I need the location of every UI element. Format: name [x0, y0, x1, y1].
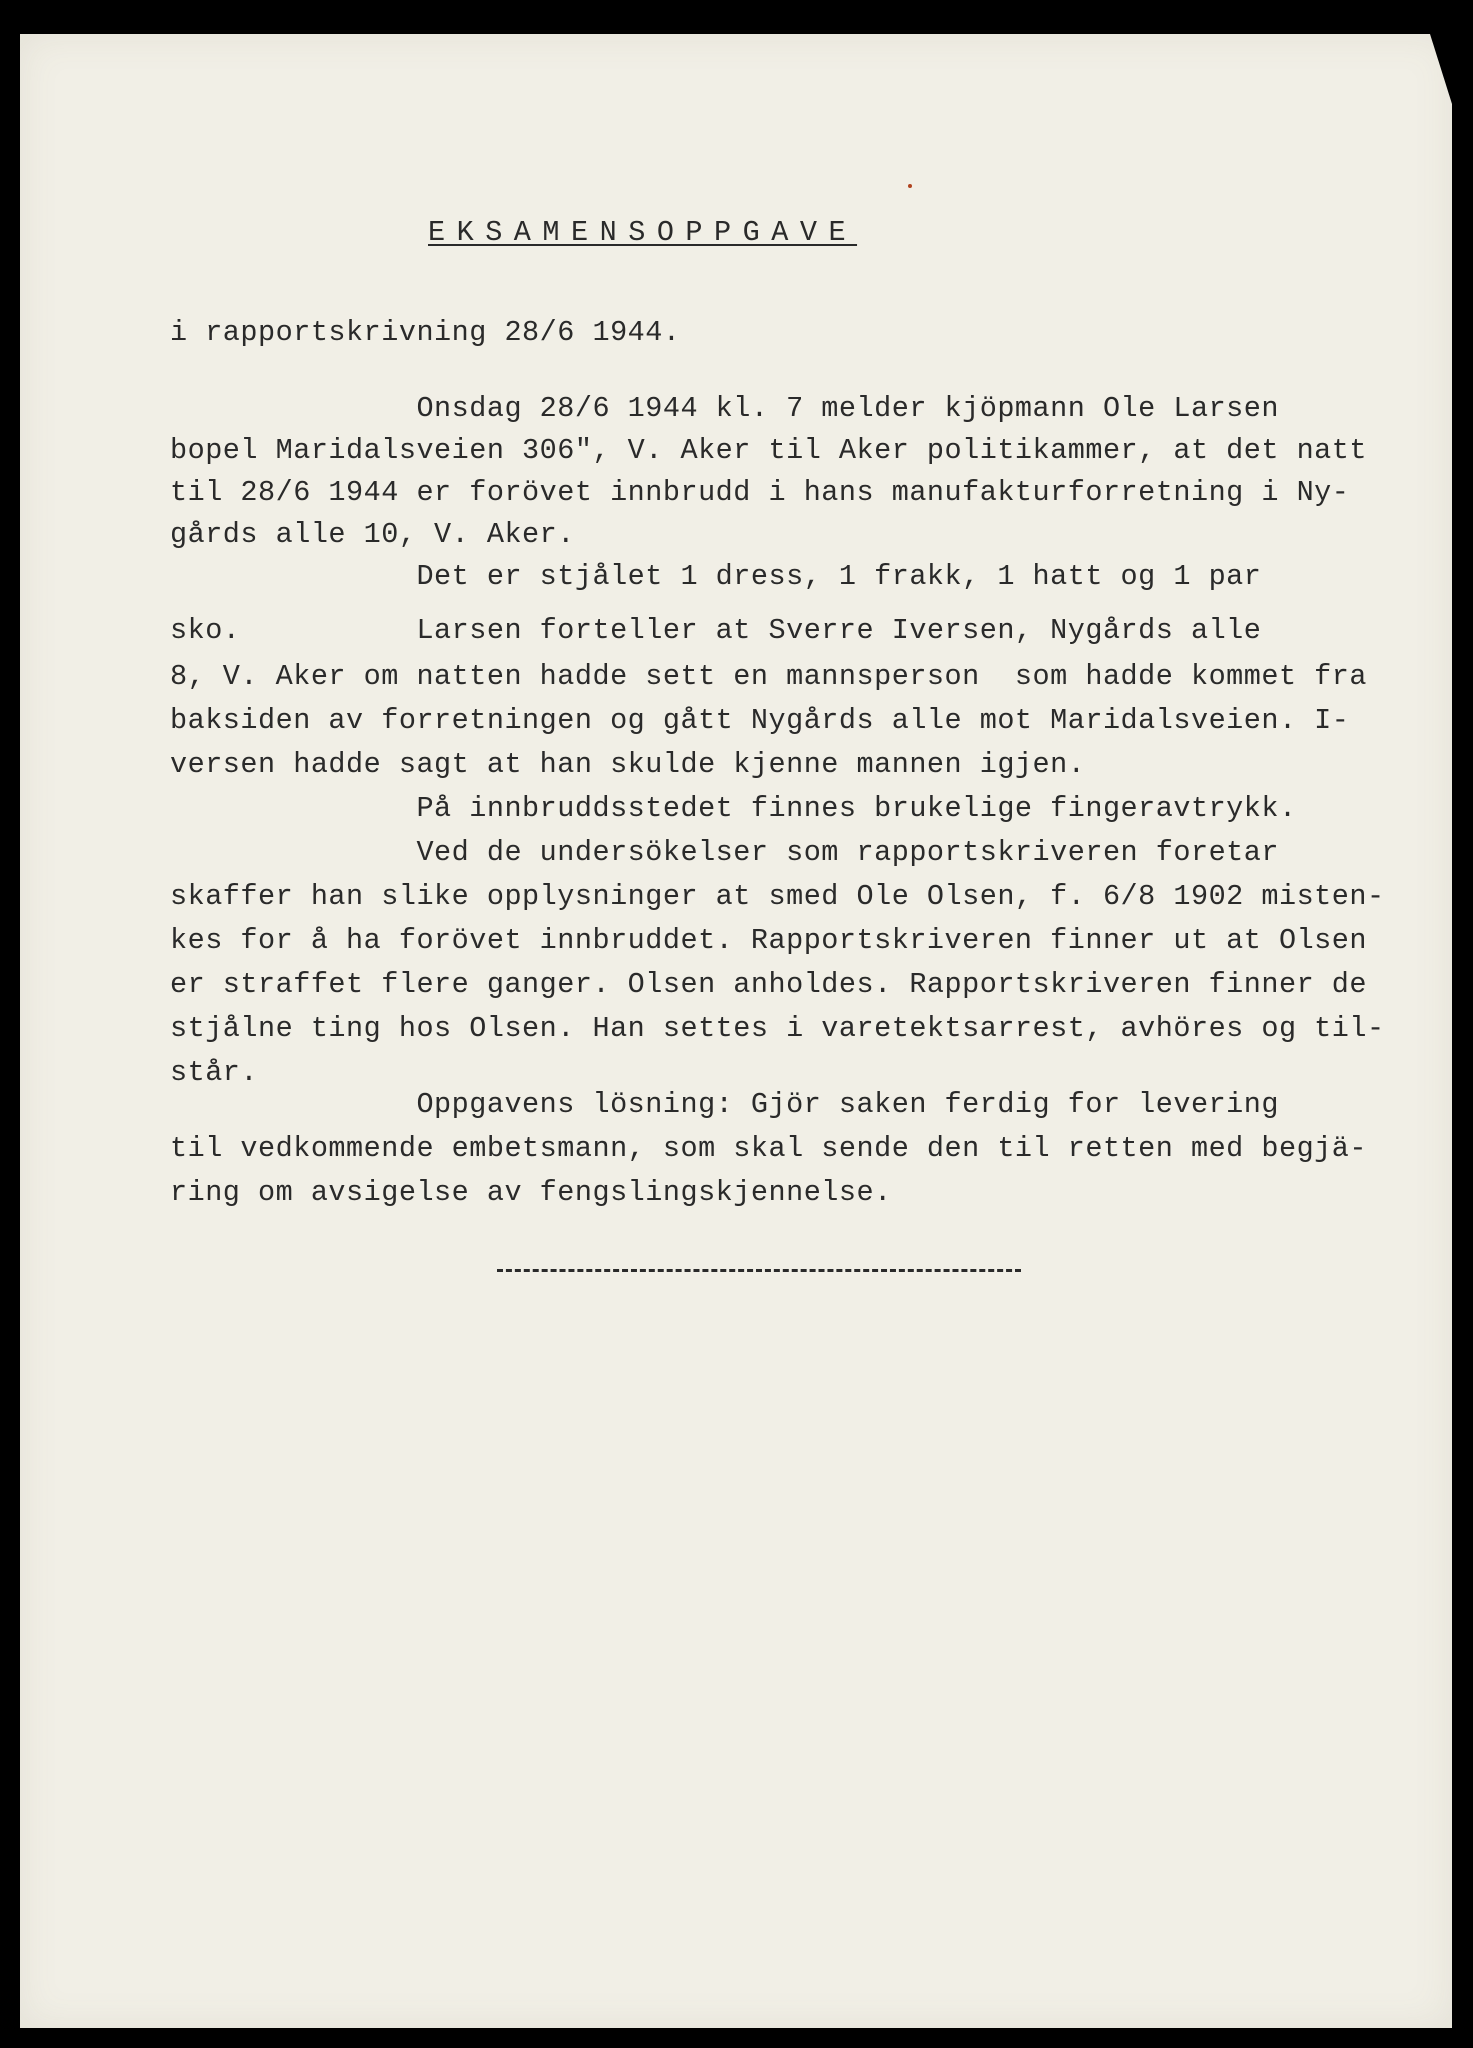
body-line: til 28/6 1944 er forövet innbrudd i hans manufakturforretning i Ny- — [170, 476, 1350, 509]
body-line: skaffer han slike opplysninger at smed Ole Olsen, f. 6/8 1902 misten- — [170, 880, 1385, 913]
body-line: sko. Larsen forteller at Sverre Iversen, Nygårds alle — [170, 614, 1262, 647]
body-line: gårds alle 10, V. Aker. — [170, 518, 575, 551]
body-line: til vedkommende embetsmann, som skal sende den til retten med begjä- — [170, 1132, 1367, 1165]
body-line: baksiden av forretningen og gått Nygårds alle mot Maridalsveien. I- — [170, 704, 1350, 737]
body-line: ring om avsigelse av fengslingskjennelse. — [170, 1176, 892, 1209]
body-line: står. — [170, 1056, 259, 1089]
body-line: Oppgavens lösning: Gjör saken ferdig for levering — [170, 1088, 1279, 1121]
body-line: På innbruddsstedet finnes brukelige fingeravtrykk. — [170, 792, 1297, 825]
body-line: er straffet flere ganger. Olsen anholdes. Rapportskriveren finner de — [170, 968, 1367, 1001]
body-line: versen hadde sagt at han skulde kjenne mannen igjen. — [170, 748, 1086, 781]
folded-corner — [1430, 34, 1452, 104]
body-line: Det er stjålet 1 dress, 1 frakk, 1 hatt og 1 par — [170, 560, 1262, 593]
body-line: stjålne ting hos Olsen. Han settes i varetektsarrest, avhöres og til- — [170, 1012, 1385, 1045]
body-line: kes for å ha forövet innbruddet. Rapportskriveren finner ut at Olsen — [170, 924, 1367, 957]
dashed-divider — [497, 1269, 1021, 1272]
document-subtitle: i rapportskrivning 28/6 1944. — [170, 316, 681, 349]
document-title: EKSAMENSOPPGAVE — [428, 216, 858, 249]
body-line: 8, V. Aker om natten hadde sett en mannsperson som hadde kommet fra — [170, 660, 1367, 693]
body-line: Onsdag 28/6 1944 kl. 7 melder kjöpmann Ole Larsen — [170, 392, 1279, 425]
body-line: bopel Maridalsveien 306", V. Aker til Aker politikammer, at det natt — [170, 434, 1367, 467]
ink-speck — [908, 184, 912, 188]
body-line: Ved de undersökelser som rapportskriveren foretar — [170, 836, 1279, 869]
